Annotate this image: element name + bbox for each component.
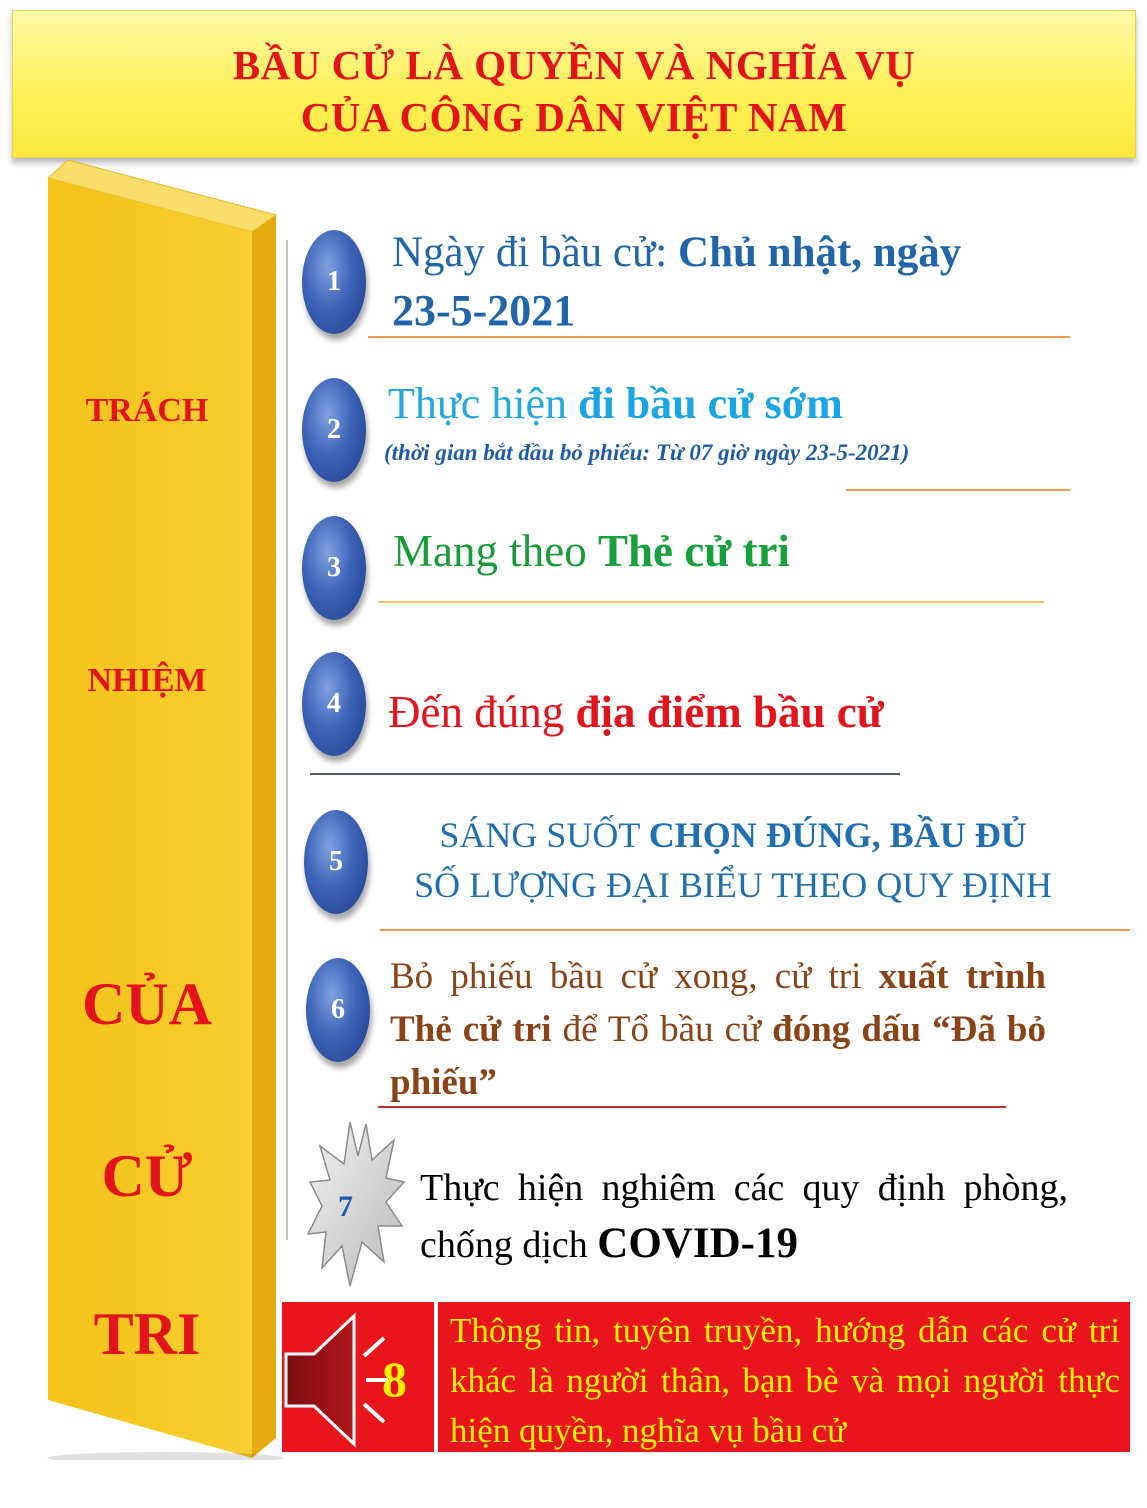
item-4-text — [388, 686, 884, 738]
item-6-part-1: Bỏ phiếu bầu cử xong, cử tri — [390, 956, 879, 997]
item-3-text — [393, 525, 790, 577]
title-line-1: BẦU CỬ LÀ QUYỀN VÀ NGHĨA VỤ — [232, 42, 916, 88]
number-badge-7: 7 — [338, 1190, 353, 1223]
item-2-label: Thực hiện — [388, 379, 579, 428]
divider-1 — [368, 336, 1070, 338]
item-6-bold-1: xuất trình Thẻ cử tri — [390, 956, 1047, 1050]
pillar-word-nhiem: NHIỆM — [87, 662, 207, 699]
megaphone-icon — [284, 1310, 394, 1450]
item-5-text — [388, 810, 1078, 910]
number-badge-3: 3 — [302, 516, 366, 620]
item-7-bold: COVID-19 — [597, 1220, 798, 1267]
pillar-shape — [40, 160, 290, 1460]
pillar-word-cua: CỦA — [82, 971, 212, 1037]
pillar-word-trach: TRÁCH — [85, 392, 209, 429]
item-6-bold-2: đóng dấu “Đã bỏ phiếu” — [390, 1009, 1047, 1103]
item-5-line-1-b: CHỌN ĐÚNG, BẦU ĐỦ — [648, 815, 1027, 855]
divider-2 — [846, 489, 1070, 491]
item-1-label: Ngày đi bầu cử: — [392, 229, 679, 276]
starburst-icon — [306, 1122, 406, 1290]
title-line-2: CỦA CÔNG DÂN VIỆT NAM — [300, 94, 848, 140]
pillar-word-cu: CỬ — [101, 1143, 193, 1209]
number-badge-2: 2 — [302, 378, 366, 482]
item-2-bold: đi bầu cử sớm — [578, 379, 843, 428]
item-7-label: Thực hiện nghiêm các quy định phòng, chống dịch — [420, 1167, 1068, 1266]
title-banner — [12, 10, 1136, 158]
vertical-divider — [286, 240, 288, 1240]
divider-3 — [378, 601, 1044, 603]
item-3-bold: Thẻ cử tri — [597, 526, 790, 576]
item-5-line-1-a: SÁNG SUỐT — [439, 815, 649, 855]
item-3-label: Mang theo — [393, 526, 598, 576]
divider-5 — [380, 929, 1130, 931]
item-2-text — [388, 378, 843, 429]
item-7-text — [420, 1160, 1068, 1273]
item-4-label: Đến đúng — [388, 687, 576, 737]
number-badge-6: 6 — [306, 958, 370, 1062]
item-4-bold: địa điểm bầu cử — [575, 687, 884, 737]
number-badge-5: 5 — [304, 810, 368, 914]
number-badge-1: 1 — [302, 230, 366, 334]
item-6-part-2: để Tổ bầu cử — [551, 1009, 773, 1050]
item-8-text: Thông tin, tuyên truyền, hướng dẫn các cử tri khác là người thân, bạn bè và mọi người thực hiện quyền, nghĩa vụ bầu cử — [450, 1311, 1120, 1450]
item-6-text — [390, 950, 1046, 1109]
item-1-bold: Chủ nhật, ngày — [678, 229, 962, 276]
divider-6 — [378, 1106, 1006, 1108]
number-badge-4: 4 — [302, 652, 366, 756]
item-2-note: (thời gian bắt đầu bỏ phiếu: Từ 07 giờ ngày 23-5-2021) — [384, 440, 910, 465]
item-5-line-2: SỐ LƯỢNG ĐẠI BIỂU THEO QUY ĐỊNH — [414, 865, 1052, 905]
divider-4 — [310, 773, 900, 775]
pillar-word-tri: TRI — [93, 1301, 201, 1367]
number-badge-8: 8 — [382, 1351, 407, 1407]
item-1-text — [392, 228, 961, 277]
item-5-line-1 — [388, 810, 1078, 860]
item-1-date: 23-5-2021 — [392, 286, 576, 335]
